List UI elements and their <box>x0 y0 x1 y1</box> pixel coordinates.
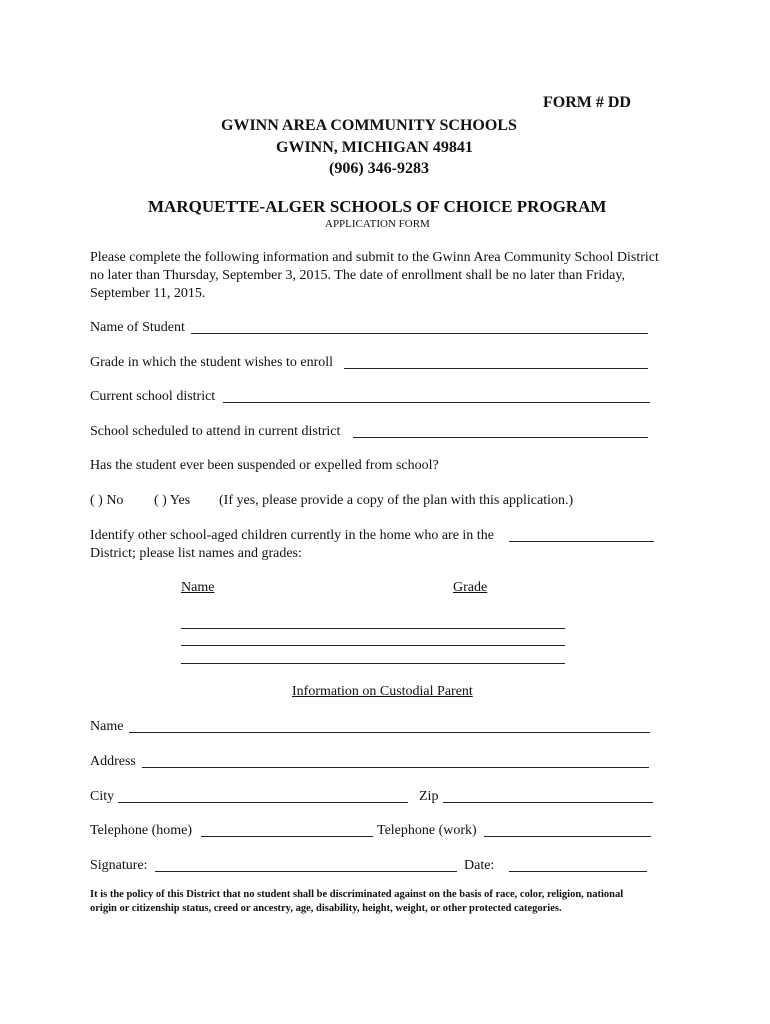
signature-label: Signature: <box>90 858 148 873</box>
program-title: MARQUETTE-ALGER SCHOOLS OF CHOICE PROGRAM <box>148 197 607 216</box>
grade-field[interactable] <box>344 368 648 369</box>
policy-line-2: origin or citizenship status, creed or ancestry, age, disability, height, weight, or other protected categories. <box>90 903 562 914</box>
signature-field[interactable] <box>155 871 457 872</box>
date-field[interactable] <box>509 871 647 872</box>
form-id: FORM # DD <box>543 94 631 111</box>
zip-field[interactable] <box>443 802 653 803</box>
option-no[interactable]: ( ) No <box>90 493 124 508</box>
city-label: City <box>90 789 115 804</box>
school-label: School scheduled to attend in current district <box>90 424 341 439</box>
sibling-row-1[interactable] <box>181 628 565 629</box>
intro-line-3: September 11, 2015. <box>90 286 206 301</box>
siblings-grade-header: Grade <box>453 580 488 595</box>
intro-line-2: no later than Thursday, September 3, 2015. The date of enrollment shall be no later than Friday, <box>90 268 625 283</box>
district-name: GWINN AREA COMMUNITY SCHOOLS <box>221 117 517 134</box>
option-yes[interactable]: ( ) Yes <box>154 493 191 508</box>
address-label: Address <box>90 754 136 769</box>
district-city: GWINN, MICHIGAN 49841 <box>276 139 473 156</box>
form-type: APPLICATION FORM <box>325 218 430 230</box>
grade-label: Grade in which the student wishes to enroll <box>90 355 334 370</box>
custodial-title: Information on Custodial Parent <box>292 684 473 699</box>
student-name-label: Name of Student <box>90 320 185 335</box>
zip-label: Zip <box>419 789 439 804</box>
policy-line-1: It is the policy of this District that no student shall be discriminated against on the basis of race, color, religion, national <box>90 889 624 900</box>
parent-name-field[interactable] <box>129 732 650 733</box>
tel-work-field[interactable] <box>484 836 651 837</box>
siblings-district-field[interactable] <box>509 541 654 542</box>
siblings-name-header: Name <box>181 580 215 595</box>
current-district-field[interactable] <box>223 402 650 403</box>
parent-name-label: Name <box>90 719 124 734</box>
student-name-field[interactable] <box>191 333 648 334</box>
siblings-line-1: Identify other school-aged children currently in the home who are in the <box>90 528 494 543</box>
yes-note: (If yes, please provide a copy of the plan with this application.) <box>219 493 574 508</box>
address-field[interactable] <box>142 767 649 768</box>
date-label: Date: <box>464 858 495 873</box>
current-district-label: Current school district <box>90 389 216 404</box>
city-field[interactable] <box>118 802 408 803</box>
tel-work-label: Telephone (work) <box>377 823 477 838</box>
suspended-question: Has the student ever been suspended or expelled from school? <box>90 458 439 473</box>
siblings-line-2: District; please list names and grades: <box>90 546 302 561</box>
tel-home-field[interactable] <box>201 836 373 837</box>
school-field[interactable] <box>353 437 648 438</box>
sibling-row-2[interactable] <box>181 645 565 646</box>
sibling-row-3[interactable] <box>181 663 565 664</box>
district-phone: (906) 346-9283 <box>329 160 429 177</box>
intro-line-1: Please complete the following information and submit to the Gwinn Area Community School District <box>90 250 659 265</box>
tel-home-label: Telephone (home) <box>90 823 193 838</box>
